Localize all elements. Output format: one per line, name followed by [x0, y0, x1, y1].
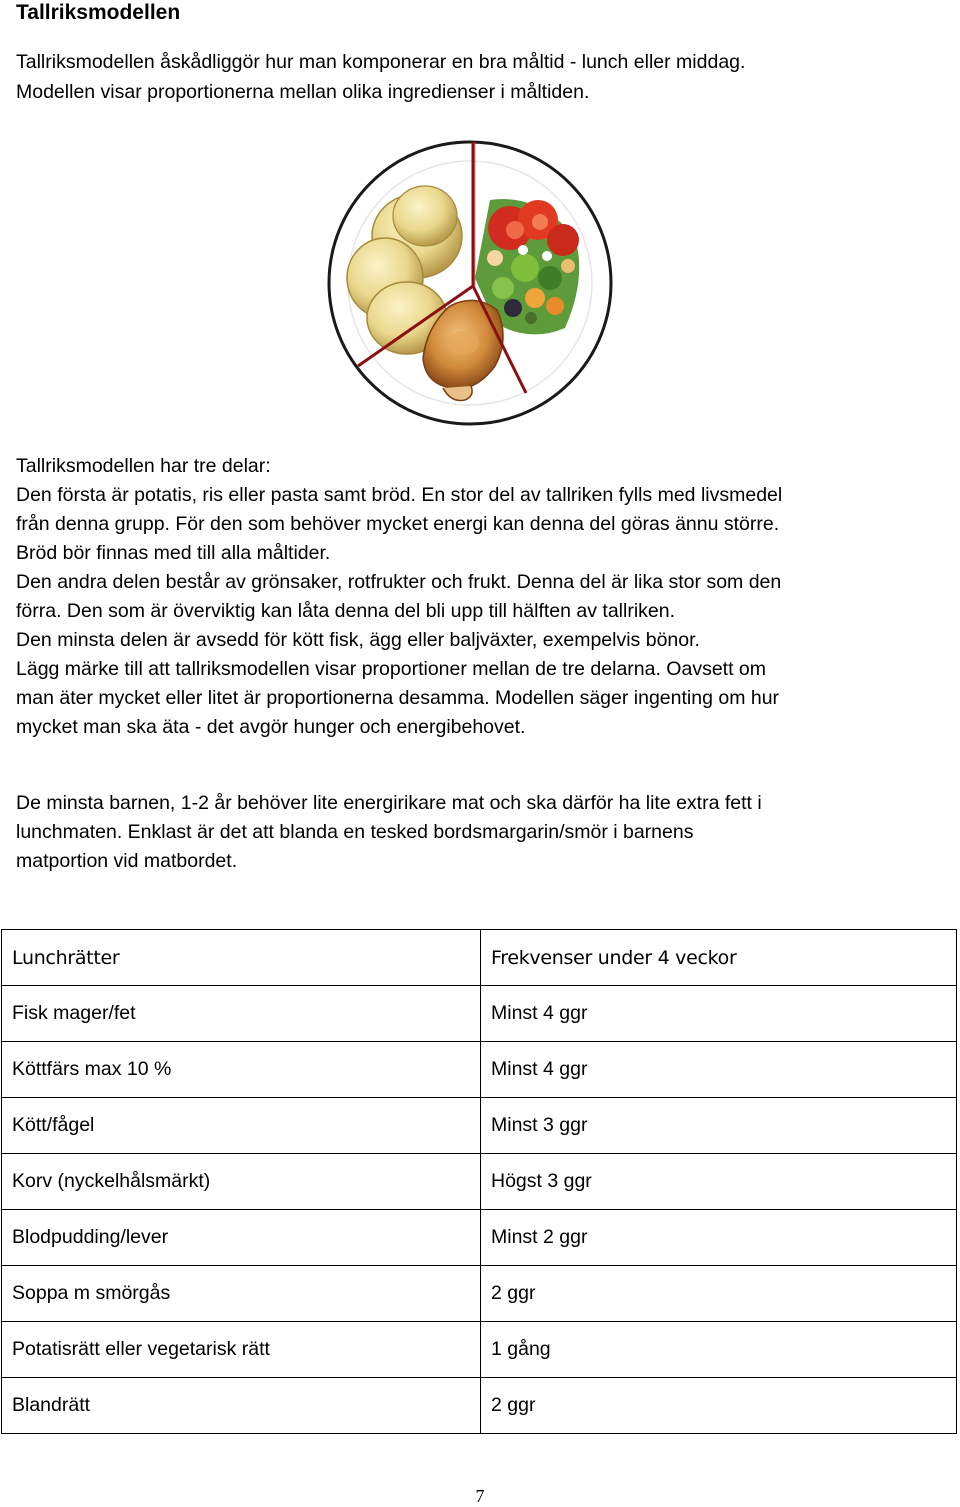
parts-line: Lägg märke till att tallriksmodellen visar proportioner mellan de tre delarna. Oavsett om: [16, 658, 767, 680]
page-number: 7: [475, 1486, 485, 1506]
parts-line: från denna grupp. För den som behöver mycket energi kan denna del göras ännu större.: [16, 513, 780, 535]
table-row: [2, 1322, 957, 1378]
table-row: [2, 986, 957, 1042]
table-cell-frequency: Minst 3 ggr: [481, 1098, 957, 1154]
parts-line: Tallriksmodellen har tre delar:: [16, 455, 271, 477]
table-row: [2, 1154, 957, 1210]
table-cell-dish: Blodpudding/lever: [2, 1210, 481, 1266]
table-header-cell: Frekvenser under 4 veckor: [481, 930, 957, 986]
table-cell-frequency: 1 gång: [481, 1322, 957, 1378]
table-row: [2, 1378, 957, 1434]
lunch-frequency-table: [1, 929, 957, 1434]
table-cell-dish: Blandrätt: [2, 1378, 481, 1434]
plate-model-image: [325, 138, 620, 428]
table-cell-dish: Korv (nyckelhålsmärkt): [2, 1154, 481, 1210]
table-cell-frequency: 2 ggr: [481, 1266, 957, 1322]
intro-line: Tallriksmodellen åskådliggör hur man komponerar en bra måltid - lunch eller middag.: [16, 51, 746, 73]
table-cell-frequency: Minst 2 ggr: [481, 1210, 957, 1266]
parts-line: Den minsta delen är avsedd för kött fisk, ägg eller baljväxter, exempelvis bönor.: [16, 629, 700, 651]
table-header-row: [2, 930, 957, 986]
table-row: [2, 1210, 957, 1266]
children-line: matportion vid matbordet.: [16, 850, 238, 872]
parts-line: mycket man ska äta - det avgör hunger och energibehovet.: [16, 716, 526, 738]
table-cell-dish: Potatisrätt eller vegetarisk rätt: [2, 1322, 481, 1378]
parts-line: förra. Den som är överviktig kan låta denna del bli upp till hälften av tallriken.: [16, 600, 676, 622]
table-header-cell: Lunchrätter: [2, 930, 481, 986]
table-cell-dish: Soppa m smörgås: [2, 1266, 481, 1322]
table-row: [2, 1042, 957, 1098]
intro-line: Modellen visar proportionerna mellan olika ingredienser i måltiden.: [16, 81, 590, 103]
parts-line: man äter mycket eller litet är proportionerna desamma. Modellen säger ingenting om hur: [16, 687, 780, 709]
table-cell-frequency: Minst 4 ggr: [481, 986, 957, 1042]
table-cell-frequency: Minst 4 ggr: [481, 1042, 957, 1098]
children-line: lunchmaten. Enklast är det att blanda en tesked bordsmargarin/smör i barnens: [16, 821, 694, 843]
table-row: [2, 1098, 957, 1154]
table-cell-dish: Kött/fågel: [2, 1098, 481, 1154]
page-title: Tallriksmodellen: [16, 1, 181, 24]
table-cell-frequency: Högst 3 ggr: [481, 1154, 957, 1210]
parts-line: Den första är potatis, ris eller pasta samt bröd. En stor del av tallriken fylls med livsmedel: [16, 484, 783, 506]
children-line: De minsta barnen, 1-2 år behöver lite energirikare mat och ska därför ha lite extra fett i: [16, 792, 762, 814]
table-cell-dish: Köttfärs max 10 %: [2, 1042, 481, 1098]
table-row: [2, 1266, 957, 1322]
parts-line: Bröd bör finnas med till alla måltider.: [16, 542, 331, 564]
table-cell-dish: Fisk mager/fet: [2, 986, 481, 1042]
plate-parts-paragraph: [16, 452, 951, 742]
table-cell-frequency: 2 ggr: [481, 1378, 957, 1434]
children-paragraph: [16, 789, 951, 876]
intro-paragraph: [16, 47, 951, 107]
parts-line: Den andra delen består av grönsaker, rotfrukter och frukt. Denna del är lika stor som den: [16, 571, 782, 593]
